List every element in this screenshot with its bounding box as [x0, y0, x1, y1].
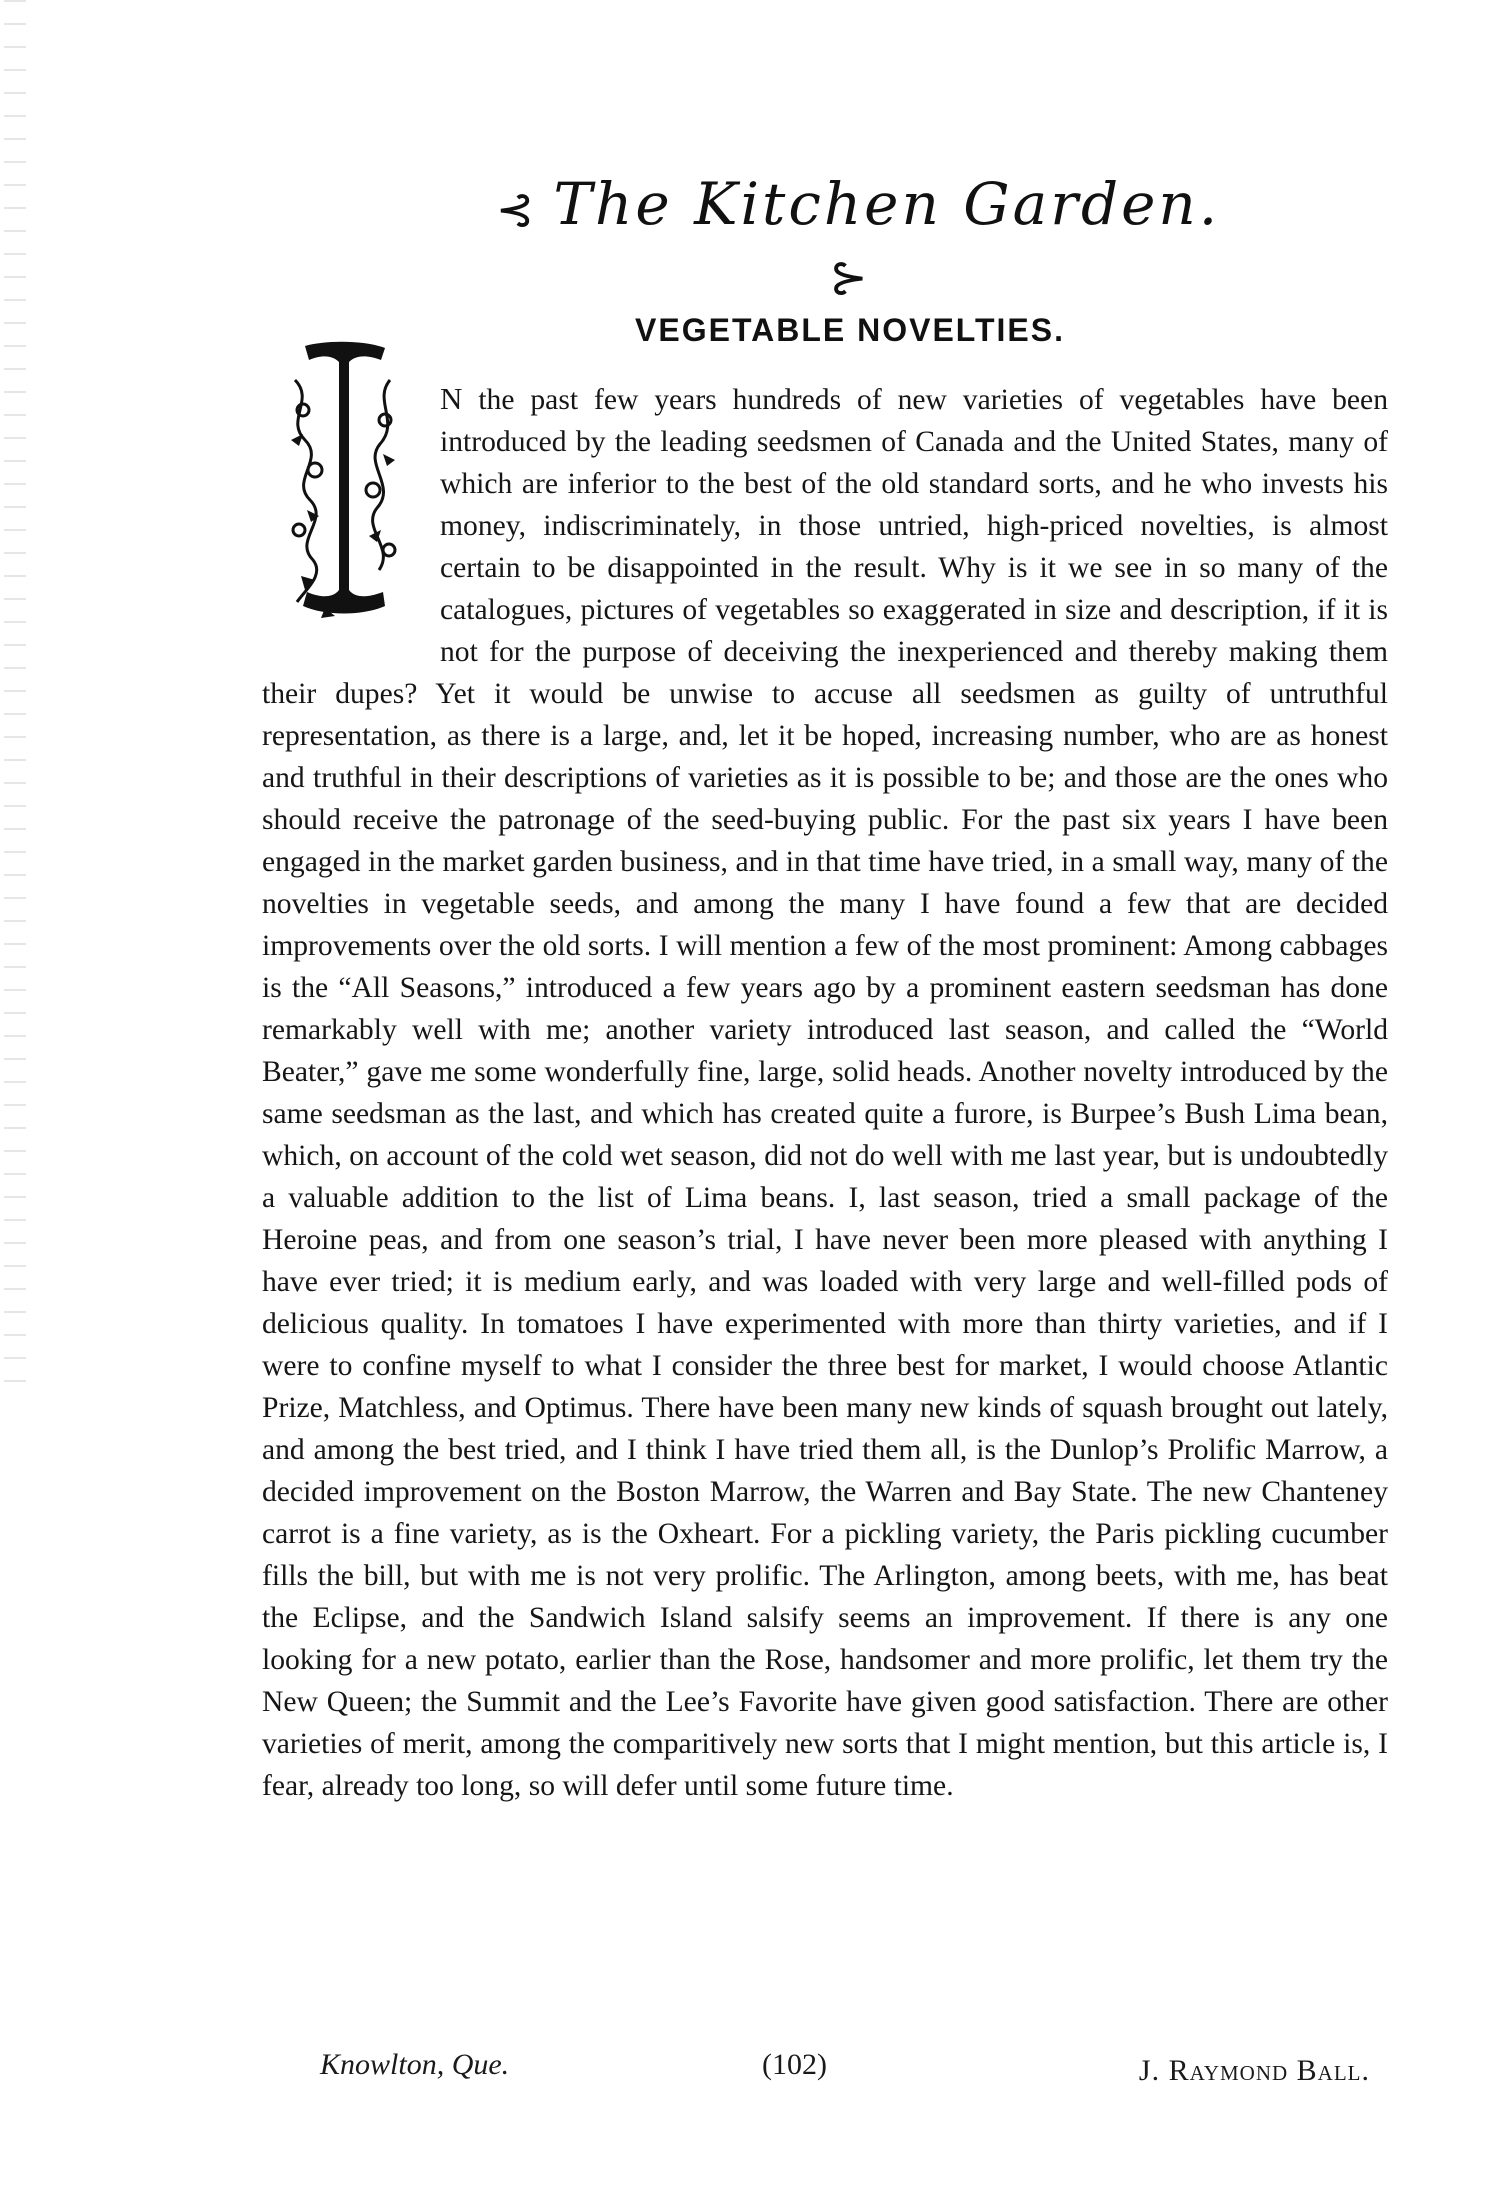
author-signature: J. Raymond Ball. [1138, 2054, 1370, 2087]
section-title-text: The Kitchen Garden. [553, 170, 1221, 238]
right-ornament-icon: ⊱ [829, 249, 871, 304]
article-paragraph-text: the past few years hundreds of new varieties of vegetables have been introduced by the leading seedsmen of Canada and the United States, many of which are inferior to the best of the old standard sorts, and he who invests his money, indiscriminately, in those untried, high-priced novelties, is almost certain to be disappointed in the result. Why is it we see in so many of the catalogues, pictures of vegetables so exaggerated in size and description, if it is not for the purpose of deceiving the inexperienced and thereby making them their dupes? Yet it would be unwise to accuse all seedsmen as guilty of untruthful representation, as there is a large, and, let it be hoped, increasing number, who are as honest and truthful in their descriptions of varieties as it is possible to be; and those are the ones who should receive the patronage of the seed-buying public. For the past six years I have been engaged in the market garden business, and in that time have tried, in a small way, many of the novelties in vegetable seeds, and among the many I have found a few that are decided improvements over the old sorts. I will mention a few of the most prominent: Among cabbages is the “All Seasons,” introduced a few years ago by a prominent eastern seedsman has done remarkably well with me; another variety introduced last season, and called the “World Beater,” gave me some wonderfully fine, large, solid heads. Another novelty introduced by the same seedsman as the last, and which has created quite a furore, is Burpee’s Bush Lima bean, which, on account of the cold wet season, did not do well with me last year, but is undoubtedly a valuable addition to the list of Lima beans. I, last season, tried a small package of the Heroine peas, and from one season’s trial, I have never been more pleased with anything I have ever tried; it is medium early, and was loaded with very large and well-filled pods of delicious quality. In tomatoes I have experimented with more than thirty varieties, and if I were to confine myself to what I consider the three best for market, I would choose Atlantic Prize, Matchless, and Optimus. There have been many new kinds of squash brought out lately, and among the best tried, and I think I have tried them all, is the Dunlop’s Prolific Marrow, a decided improvement on the Boston Marrow, the Warren and Bay State. The new Chanteney carrot is a fine variety, as is the Oxheart. For a pickling variety, the Paris pickling cucumber fills the bill, but with me is not very prolific. The Arlington, among beets, with me, has beat the Eclipse, and the Sandwich Island salsify seems an improvement. If there is any one looking for a new potato, earlier than the Rose, handsomer and more prolific, let them try the New Queen; the Summit and the Lee’s Favorite have given good satisfaction. There are other varieties of merit, among the comparitively new sorts that I might mention, but this article is, I fear, already too long, so will defer until some future time. [262, 384, 1388, 1802]
footer-place: Knowlton, Que. [320, 2048, 510, 2081]
article-title: VEGETABLE NOVELTIES. [635, 312, 1065, 348]
page-number: (102) [762, 2048, 827, 2081]
scan-margin-artifacts [4, 0, 26, 1400]
article-footer [262, 2048, 1388, 2098]
drop-cap-spacer [262, 378, 440, 648]
section-title [470, 170, 1230, 306]
left-ornament-icon: ⊰ [495, 181, 538, 236]
lead-letter: N [440, 381, 463, 416]
article-body [262, 378, 1388, 1807]
